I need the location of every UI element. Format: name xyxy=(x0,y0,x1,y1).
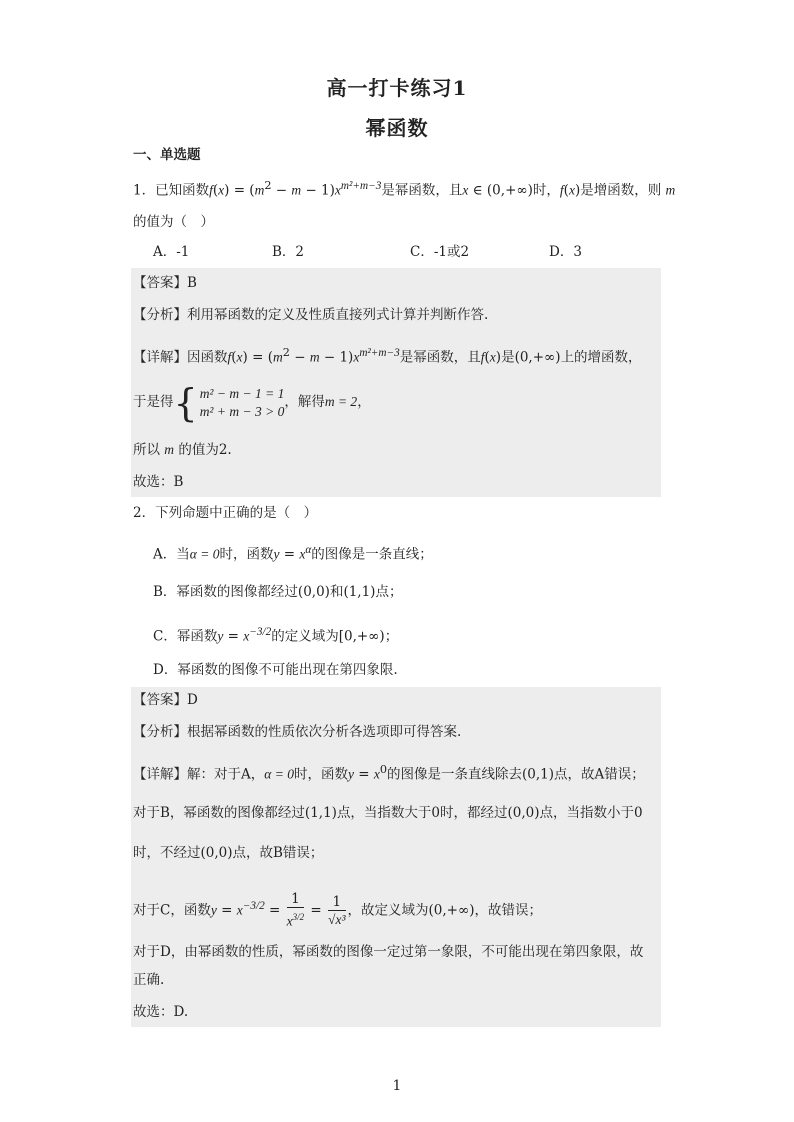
q2-option-a-mid: 时，函数 xyxy=(219,546,274,563)
q1-system-end: ，解得 xyxy=(284,394,325,410)
q2-detail-2 xyxy=(133,803,643,823)
q1-system-prefix: 于是得 xyxy=(133,394,174,410)
q1-conclusion-prefix: 所以 xyxy=(133,442,160,458)
q2-detail-1-end: 点，故A错误； xyxy=(554,766,645,783)
q2-detail-3-prefix: 时，不经过 xyxy=(133,845,201,861)
q1-answer: 【答案】B xyxy=(133,275,197,291)
q2-analysis: 【分析】根据幂函数的性质依次分析各选项即可得答案. xyxy=(133,724,462,740)
q2-detail-4-domain: (0,+∞) xyxy=(428,902,475,919)
q2-detail-1-eq: α = 0 xyxy=(264,766,294,782)
q1-stem: 1．已知函数$f(x) = (m^2 - m - 1)x^{m^2+m-3}$是幂函数，且x ∈ (0,+∞)时，f(x)是增函数，则 m xyxy=(133,179,676,199)
q1-function-formula: f xyxy=(209,182,213,198)
fraction-1: $\frac{1}{x^{3/2}}$ xyxy=(286,891,305,929)
q2-choose: 故选：D. xyxy=(133,1004,189,1020)
q2-option-b-point1: (0,0) xyxy=(297,584,330,600)
q2-detail-3-end: 点，故B错误； xyxy=(232,845,324,861)
q1-option-c: C．-1或2 xyxy=(410,244,470,260)
q1-equation-2: m² + m − 3 > 0 xyxy=(199,403,285,419)
q2-detail-2-mid: 点，当指数大于0时，都经过 xyxy=(336,805,508,821)
q2-option-c-end: ； xyxy=(384,628,399,645)
q2-detail-2-point2: (0,0) xyxy=(507,805,540,821)
q1-option-b: B．2 xyxy=(272,244,305,260)
q2-option-c-domain: [0,+∞) xyxy=(338,628,385,645)
brace-icon: { xyxy=(173,380,198,425)
q1-detail-end: 上的增函数， xyxy=(560,349,642,366)
q1-stem-mid2: 时， xyxy=(532,182,560,199)
q2-detail-1-point: (0,1) xyxy=(522,766,555,783)
q1-detail-mid: 是幂函数，且 xyxy=(399,349,481,366)
q1-equation-1: m² − m − 1 = 1 xyxy=(199,385,285,401)
q2-option-d: D．幂函数的图像不可能出现在第四象限. xyxy=(153,662,398,678)
q2-detail-5: 对于D，由幂函数的性质，幂函数的图像一定过第一象限，不可能出现在第四象限，故 xyxy=(133,944,644,960)
q2-detail-4-prefix: 对于C，函数 xyxy=(133,902,211,919)
q1-solution-value: m = 2 xyxy=(324,394,358,409)
section-heading: 一、单选题 xyxy=(133,147,201,163)
q2-option-a: A．当α = 0时，函数$y = x^\alpha$的图像是一条直线； xyxy=(153,544,433,563)
page-number: 1 xyxy=(392,1078,402,1094)
q2-stem: 2．下列命题中正确的是（ ） xyxy=(133,505,318,521)
q2-option-b xyxy=(153,582,402,602)
q1-choose: 故选：B xyxy=(133,474,184,490)
q2-option-c-mid: 的定义域为 xyxy=(271,628,339,645)
q2-detail-1-mid2: 的图像是一条直线除去 xyxy=(387,766,523,783)
q2-detail-2-prefix: 对于B，幂函数的图像都经过 xyxy=(133,805,305,821)
q2-detail-1: 【详解】解：对于A，α = 0时，函数$y = x^0$的图像是一条直线除去(0,1)点，故A错误； xyxy=(133,763,645,783)
q1-detail-prefix: 【详解】因函数 xyxy=(133,349,228,366)
q2-option-b-and: 和 xyxy=(329,584,344,600)
q2-detail-2-point: (1,1) xyxy=(304,805,337,821)
page-title: 高一打卡练习1 xyxy=(326,76,468,100)
q2-detail-4: 对于C，函数$y = x^{-3/2}$ = $\frac{1}{x^{3/2}}$ = $\frac{1}{\text{√x³}}$ ，故定义域为(0,+∞)，故错误； xyxy=(133,891,542,929)
q1-analysis: 【分析】利用幂函数的定义及性质直接列式计算并判断作答. xyxy=(133,307,489,323)
q2-detail-1-prefix: 【详解】解：对于A， xyxy=(133,766,265,783)
q1-conclusion-var: m xyxy=(164,442,175,457)
q1-stem-prefix: 1．已知函数 xyxy=(133,182,210,199)
q2-detail-3-point: (0,0) xyxy=(200,845,233,861)
fraction-2: $\frac{1}{\text{√x³}}$ xyxy=(328,893,346,927)
q1-stem-var: m xyxy=(665,182,676,198)
q2-option-c: C．幂函数$y = x^{-3/2}$的定义域为[0,+∞)； xyxy=(153,626,399,645)
q2-detail-6: 正确. xyxy=(133,972,165,988)
q1-option-d: D．3 xyxy=(549,244,582,260)
q1-stem-mid: 是幂函数，且 xyxy=(381,182,463,199)
q2-option-b-prefix: B．幂函数的图像都经过 xyxy=(153,584,298,600)
q2-detail-4-end: ，故错误； xyxy=(474,902,542,919)
q2-option-b-point2: (1,1) xyxy=(343,584,376,600)
q2-detail-2-end: 点，当指数小于0 xyxy=(539,805,643,821)
q2-detail-1-mid: 时，函数 xyxy=(293,766,348,783)
q2-detail-4-mid: ，故定义域为 xyxy=(347,902,429,919)
q1-detail: 【详解】因函数$f(x) = (m^2 - m - 1)x^{m^2+m-3}$是幂函数，且f(x)是(0,+∞)上的增函数， xyxy=(133,346,642,366)
q2-option-c-prefix: C．幂函数 xyxy=(153,628,218,645)
q2-option-a-end: 的图像是一条直线； xyxy=(311,546,433,563)
q2-option-b-end: 点； xyxy=(375,584,403,600)
q2-answer: 【答案】D xyxy=(133,692,198,708)
q1-system xyxy=(133,380,371,425)
q1-option-a: A．-1 xyxy=(153,244,190,260)
q2-option-a-prefix: A．当 xyxy=(153,546,190,563)
q1-stem-line2: 的值为（ ） xyxy=(133,214,214,230)
q2-detail-3 xyxy=(133,843,323,863)
q1-conclusion-end: 的值为2. xyxy=(178,442,232,458)
q1-system-tail: ， xyxy=(357,394,371,410)
q1-stem-mid3: 是增函数，则 xyxy=(580,182,662,199)
q1-detail-mid2: 是 xyxy=(501,349,515,366)
page-subtitle: 幂函数 xyxy=(365,116,429,140)
q2-option-a-eq: α = 0 xyxy=(189,546,220,562)
q1-conclusion xyxy=(133,440,232,460)
